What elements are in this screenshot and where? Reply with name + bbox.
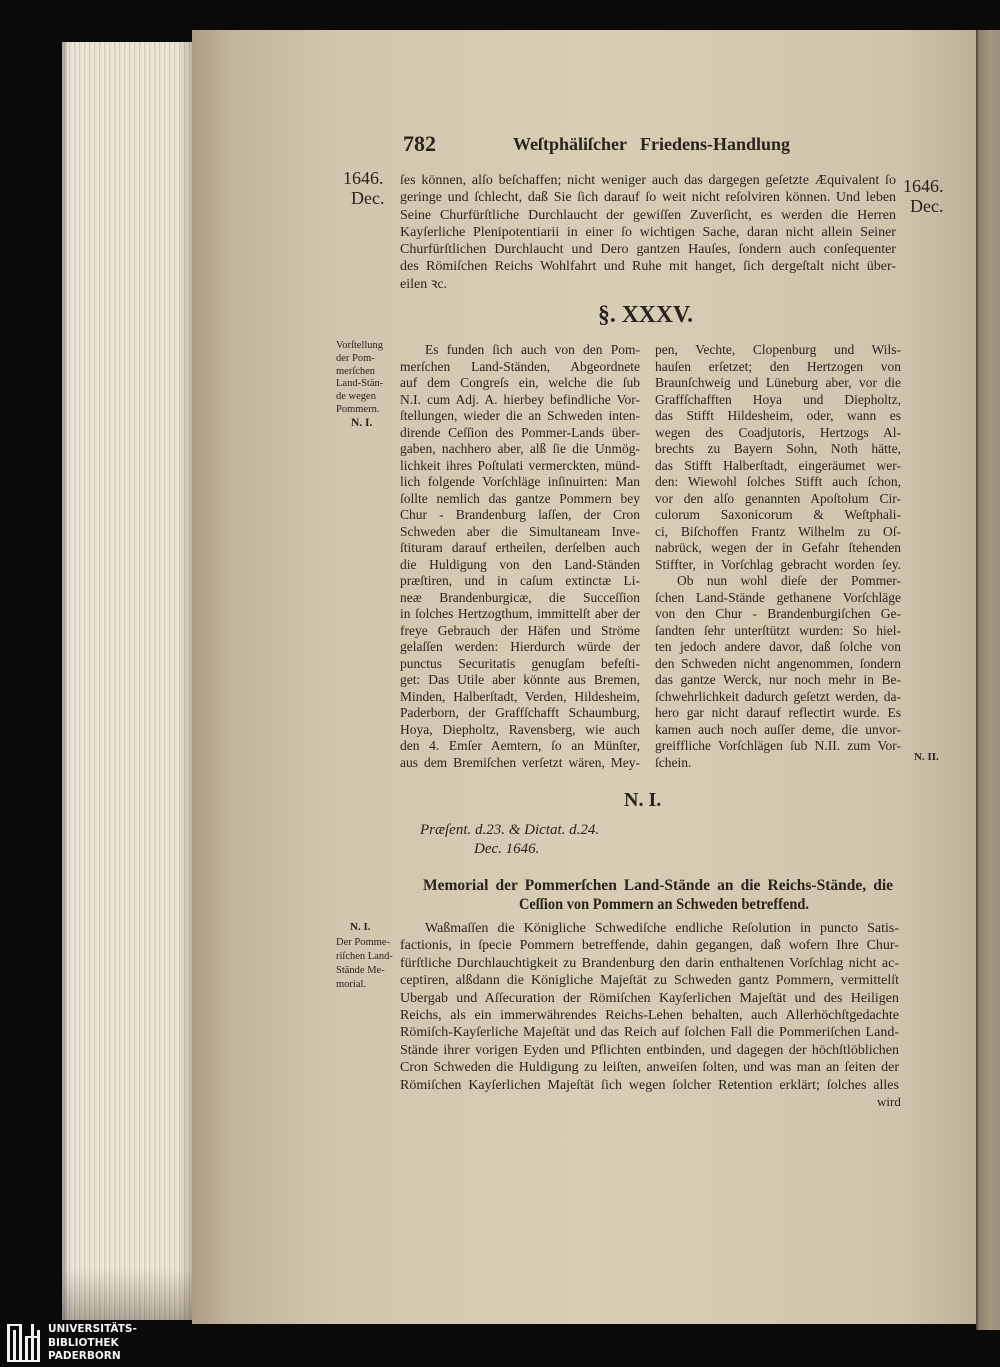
margin-note-line: der Pom- — [336, 352, 375, 364]
left-column-line: Paderborn, der Graffſchafft Schaumburg, — [400, 705, 641, 720]
body-line: ceptiren, alßdann die Königliche Majeſtät zu Schweden gantz Pommern, vermittelſt — [400, 973, 900, 989]
document-number: N. I. — [624, 789, 662, 811]
margin-month-left: Dec. — [351, 188, 385, 208]
left-column-line: ſollte nemlich das gantze Pommern bey — [400, 490, 640, 506]
right-column-line: greiffliche Vorſchlägen ſub N.II. zum Vor- — [655, 738, 902, 753]
intro-line: ſes können, alſo beſchaffen; nicht weniger auch das dargegen geſetzte Æquivalent ſo — [400, 173, 896, 188]
left-column-line: lich folgende Vorſchläge inſinuirten: Man — [400, 474, 640, 489]
catchword: wird — [877, 1094, 901, 1109]
left-column-line: ſtituram darauf ertheilen, derſelben auch — [400, 540, 640, 555]
right-column-line: brechts zu Bayern Sohn, Noth hätte, — [655, 441, 901, 456]
right-column-line: ſchwehrlichkeit dadurch geſetzt werden, da- — [655, 688, 901, 704]
right-column-line: ſandten ſehr unterſtützt wurden: So hiel- — [655, 622, 901, 638]
margin-note-line: de wegen — [336, 391, 376, 403]
left-column-line: die Huldigung von den Land-Ständen — [400, 556, 641, 572]
right-column-line: das Stifft Halberſtadt, eingeräumet wer- — [655, 457, 901, 473]
margin-note-line: morial. — [336, 979, 367, 990]
memorial-title-line: Ceſſion von Pommern an Schweden betreffend. — [519, 896, 810, 913]
library-logo-line: PADERBORN — [48, 1350, 121, 1362]
left-column-line: N.I. cum Adj. A. hierbey befindliche Vor- — [400, 391, 641, 407]
presentation-date: Dec. 1646. — [474, 841, 540, 857]
library-logo-line: BIBLIOTHEK — [48, 1336, 119, 1349]
margin-note-reference: N. I. — [351, 416, 373, 429]
margin-note-line: Stände Me- — [336, 965, 385, 976]
left-column-line: ſtellungen, wieder die an Schweden inten- — [400, 408, 640, 423]
left-column-line: Minden, Halberſtadt, Verden, Hildesheim, — [400, 688, 640, 704]
body-line: factionis, in ſpecie Pommern betreffende, dahin gegangen, daß wofern Ihre Chur- — [400, 938, 899, 954]
left-column-line: auf dem Congreſs ein, welche die ſub — [400, 375, 641, 390]
intro-line: eilen ꝛc. — [400, 276, 448, 292]
right-column-line: wegen des Coadjutoris, Hertzogs Al- — [655, 424, 902, 440]
intro-line: Seine Churfürſtliche Durchlaucht der gewiſſen Zuverſicht, es werden die Herren — [400, 207, 896, 223]
right-column — [655, 342, 901, 771]
right-column-line: Ob nun wohl dieſe der Pommer- — [677, 573, 901, 588]
margin-note-line: riſchen Land- — [336, 951, 393, 962]
page-number: 782 — [403, 131, 436, 156]
right-column-line: ten jedoch andere davor, daß ſolche von — [655, 639, 902, 654]
library-logo-icon — [6, 1322, 42, 1364]
presentation-note: Præſent. d.23. & Dictat. d.24. — [420, 822, 600, 838]
intro-line: Churfürſtlichen Durchlaucht und Dero gantzen Hauſes, ſondern auch conſequenter — [400, 242, 896, 258]
right-column-line: das gantze Werck, nur noch mehr in Be- — [655, 672, 902, 687]
margin-note-reference: N. I. — [350, 921, 371, 933]
left-column-line: præſtiren, und in caſum extinctæ Li- — [400, 573, 641, 588]
left-column-line: Es funden ſich auch von den Pom- — [425, 342, 641, 357]
facing-page-edge — [976, 30, 1000, 1330]
right-column-line: ſchein. — [655, 754, 692, 770]
intro-paragraph — [400, 172, 896, 293]
left-column-line: Chur - Brandenburg laſſen, der Cron — [400, 507, 641, 522]
right-column-line: den: Wiewohl ſolches Stifft auch ſchon, — [655, 474, 902, 489]
margin-note-line: Land-Stän- — [336, 378, 384, 390]
body-line: Reichs, als ein immerwährendes Reichs-Lehen behalten, auch Allerhöchſtgedachte — [400, 1008, 899, 1024]
right-column-line: ci, Biſchoffen Frantz Wilhelm zu Oſ- — [655, 523, 902, 539]
margin-note-line: Der Pomme- — [336, 937, 390, 948]
left-column-line: merſchen Land-Ständen, Abgeordnete — [400, 358, 640, 374]
running-title: Weſtphäliſcher Friedens-Handlung — [513, 134, 790, 154]
right-column-line: Braunſchweig und Lüneburg aber, vor die — [655, 375, 901, 390]
left-column-line: freye Gebrauch der Häfen und Ströme — [400, 622, 640, 638]
section-title: §. XXXV. — [598, 302, 694, 328]
margin-note-line: merſchen — [336, 365, 376, 377]
left-column — [400, 342, 640, 771]
margin-note-document — [336, 936, 396, 992]
right-column-line: vor den alſo genannten Apoſtolum Cir- — [655, 490, 901, 506]
left-column-line: in ſolches Hertzogthum, immittelſt aber der — [400, 606, 640, 621]
body-line: fürſtliche Durchlauchtigkeit zu Brandenburg den darin enthaltenen Vorſchlag nicht ac- — [400, 955, 900, 971]
left-column-line: punctus Securitatis genugſam befeſti- — [400, 655, 640, 671]
intro-line: geringe und ſchlecht, daß Sie ſich darauf ſo weit nicht reſolviren können. Und leben — [400, 190, 897, 206]
library-logo-text — [48, 1323, 137, 1364]
right-column-line: Stiffter, in Vorſchlag gebracht worden ſey. — [655, 556, 902, 572]
memorial-body — [400, 920, 899, 1094]
memorial-title-line: Memorial der Pommerſchen Land-Stände an die Reichs-Stände, die — [423, 877, 894, 894]
right-column-line: hero gar nicht darauf reflectirt wurde. Es — [655, 705, 902, 720]
left-column-line: Hoya, Diepholtz, Ravensberg, wie auch — [400, 721, 641, 737]
margin-month-right: Dec. — [910, 196, 944, 216]
margin-year-right: 1646. — [903, 176, 944, 196]
right-column-line: pen, Vechte, Clopenburg und Wils- — [655, 342, 901, 357]
right-column-line: hauſen erſetzet; den Hertzogen von — [655, 358, 901, 374]
body-line: Römiſchen Kayſerlichen Majeſtät ſich wegen ſolcher Retention erklärt; ſolches alles — [400, 1077, 899, 1093]
right-column-line: kamen auch noch auſſer deme, die unvor- — [655, 721, 902, 737]
left-column-line: lichkeit ihres Poſtulati vermerckten, münd- — [400, 457, 640, 473]
left-column-line: get: Das Utile aber könnte aus Bremen, — [400, 672, 640, 687]
left-column-line: aus dem Bremiſchen verſetzt wären, Mey- — [400, 754, 641, 770]
margin-note-section — [336, 340, 396, 430]
margin-year-left: 1646. — [343, 168, 384, 188]
library-logo-line: UNIVERSITÄTS- — [48, 1323, 137, 1335]
body-line: Waßmaſſen die Königliche Schwediſche endliche Reſolution in puncto Satis- — [425, 921, 899, 936]
right-column-line: von den Chur - Brandenburgiſchen Ge- — [655, 606, 901, 621]
right-column-line: das Stifft Hildesheim, oder, wann es — [655, 408, 902, 423]
left-column-line: gaben, nachhero aber, alß ſie die Unmög- — [400, 441, 640, 456]
book-page-edges — [62, 42, 194, 1320]
body-line: Cron Schweden die Huldigung zu leiſten, anweiſen ſolten, und was man an ſeiten der — [400, 1060, 900, 1076]
left-column-line: dirende Ceſſion des Pommer-Lands über- — [400, 424, 640, 440]
body-line: Ubergab und Aſſecuration der Römiſchen Kayſerlichen Majeſtät und des Heiligen — [400, 990, 899, 1006]
left-column-line: gelaſſen werden: Hierdurch würde der — [400, 639, 640, 654]
left-column-line: den 4. Emſer Aemtern, ſo an Münſter, — [400, 738, 640, 753]
margin-note-line: Pommern. — [336, 403, 380, 415]
right-column-line: nabrück, wegen der in Gefahr ſtehenden — [655, 540, 902, 555]
right-column-line: ſchen Land-Stände gethanene Vorſchläge — [655, 589, 902, 605]
body-line: Stände ihrer vorigen Eyden und Pflichten entbinden, und dagegen der höchſtlöblichen — [400, 1042, 900, 1058]
left-column-line: neæ Brandenburgicæ, die Succeſſion — [400, 589, 640, 605]
right-column-line: Graffſchafften Hoya und Diepholtz, — [655, 391, 902, 407]
right-column-line: culorum Saxonicorum & Weſtphali- — [655, 507, 901, 522]
right-column-line: den Schweden nicht angenommen, ſondern — [655, 655, 902, 671]
intro-line: des Römiſchen Reichs Wohlfahrt und Ruhe mit hanget, ſich dergeſtalt nicht über- — [400, 259, 896, 275]
intro-line: Kayſerliche Plenipotentiarii in einer ſo wichtigen Sache, daran nicht allein Seiner — [400, 224, 896, 240]
left-column-line: Schweden aber die Simultaneam Inve- — [400, 523, 640, 539]
margin-reference-n2: N. II. — [914, 751, 939, 763]
margin-note-line: Vorſtellung — [336, 340, 384, 351]
body-line: Römiſch-Kayſerliche Majeſtät und das Reich auf ſolchen Fall die Pommeriſchen Land- — [400, 1025, 899, 1041]
